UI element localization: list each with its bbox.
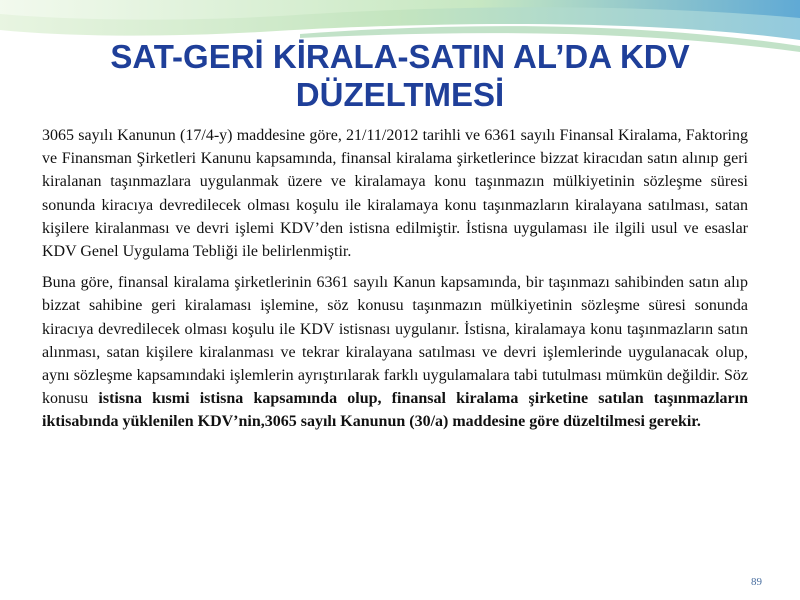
slide-body	[42, 124, 748, 442]
paragraph-1: 3065 sayılı Kanunun (17/4-y) maddesine göre, 21/11/2012 tarihli ve 6361 sayılı Finansal Kiralama, Faktoring ve Finansman Şirketleri Kanunu kapsamında, finansal kiralama şirketlerince bizzat kiracıdan satın alınıp geri kiralanan taşınmazlara uygulanmak üzere ve kiralamaya konu taşınmazın mülkiyetinin sözleşme süresi sonunda kiracıya devredilecek olması koşulu ile kiralamaya konu taşınmazların kiralayana satılması, satan kişilere kiralanması ve devri işlemi KDV’den istisna edilmiştir. İstisna uygulaması ile ilgili usul ve esaslar KDV Genel Uygulama Tebliği ile belirlenmiştir.	[42, 127, 748, 261]
paragraph-2-bold-text: istisna kısmi istisna kapsamında olup, finansal kiralama şirketine satılan taşınmazların iktisabında yüklenilen KDV’nin,3065 sayılı Kanunun (30/a) maddesine göre düzeltilmesi gerekir.	[42, 390, 748, 431]
page-number: 89	[751, 576, 762, 588]
paragraph-2	[42, 271, 748, 433]
slide-title	[20, 38, 780, 114]
paragraph-2-plain-text: Buna göre, finansal kiralama şirketlerinin 6361 sayılı Kanun kapsamında, bir taşınmazı sahibinden satın alıp bizzat sahibine geri kiralaması işlemine, söz konusu taşınmazın mülkiyetinin sözleşme süresi sonunda kiracıya devredilecek olması koşulu ile KDV istisnası uygulanır. İstisna, kiralamaya konu taşınmazların satın alınması, satan kişilere kiralanması ve tekrar kiralayana satılması ve devri işlemlerinde uygulanacak olup, aynı sözleşme kapsamındaki işlemlerin ayrıştırılarak farklı uygulamalara tabi tutulması mümkün değildir. Söz konusu	[42, 274, 748, 408]
slide-title-line2: DÜZELTMESİ	[295, 76, 505, 113]
slide-title-line1: SAT-GERİ KİRALA-SATIN AL’DA KDV	[110, 38, 690, 75]
